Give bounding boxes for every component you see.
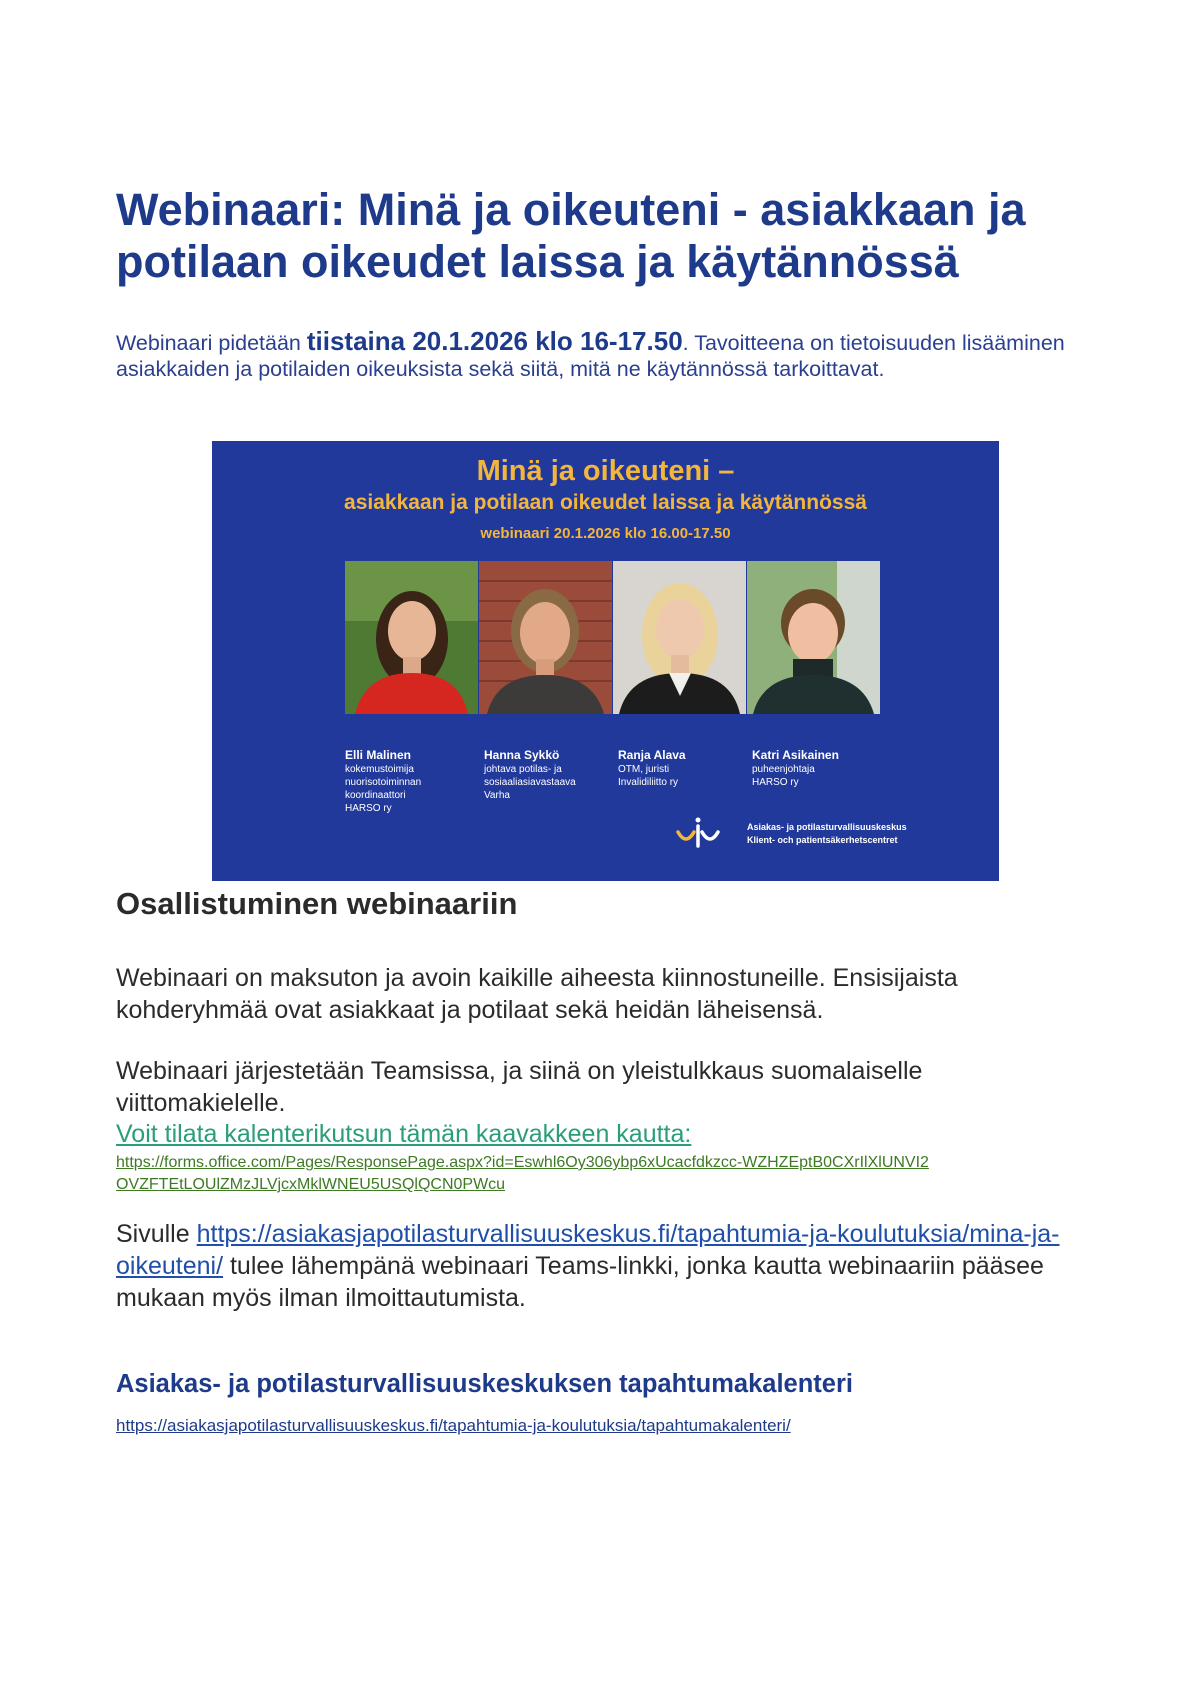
speaker-name: Hanna Sykkö — [484, 748, 560, 762]
webinar-banner-image — [212, 441, 999, 881]
organization-name-sv: Klient- och patientsäkerhetscentret — [747, 835, 898, 845]
participation-paragraph-1: Webinaari on maksuton ja avoin kaikille aiheesta kiinnostuneille. Ensisijaista kohderyhmää ovat asiakkaat ja potilaat sekä heidän läheisensä. — [116, 964, 958, 1024]
speaker-1 — [345, 747, 479, 815]
speaker-photo-4 — [747, 561, 880, 714]
organization-name — [747, 821, 997, 847]
speaker-name: Elli Malinen — [345, 748, 412, 762]
title-line-2: potilaan oikeudet laissa ja käytännössä — [116, 236, 959, 287]
intro-lead: Webinaari pidetään — [116, 331, 307, 355]
intro-rest: . Tavoitteena on tietoisuuden lisääminen asiakkaiden ja potilaiden oikeuksista sekä siitä, mitä ne käytännössä tarkoittavat. — [116, 331, 1065, 381]
speaker-description: OTM, juristi Invalidiliitto ry — [618, 764, 679, 788]
speaker-description: johtava potilas- ja sosiaaliasiavastaava Varha — [484, 764, 576, 801]
para3-prefix: Sivulle — [116, 1220, 197, 1248]
calendar-invite-link[interactable]: Voit tilata kalenterikutsun tämän kaavakkeen kautta: — [116, 1120, 692, 1148]
banner-subtitle: asiakkaan ja potilaan oikeudet laissa ja käytännössä — [344, 491, 867, 514]
intro-date-emphasis: tiistaina 20.1.2026 klo 16-17.50 — [306, 326, 683, 356]
banner-title: Minä ja oikeuteni – — [476, 455, 735, 487]
speaker-photo-3 — [613, 561, 746, 714]
speaker-2 — [484, 747, 618, 802]
organization-logo-icon — [676, 816, 720, 850]
speaker-3 — [618, 747, 752, 789]
participation-heading: Osallistuminen webinaariin — [116, 886, 518, 921]
calendar-heading: Asiakas- ja potilasturvallisuuskeskuksen tapahtumakalenteri — [116, 1370, 853, 1398]
participation-paragraph-3 — [116, 1218, 1096, 1314]
registration-form-url[interactable]: https://forms.office.com/Pages/ResponsePage.aspx?id=Eswhl6Oy306ybp6xUcacfdkzcc-WZHZEptB0CXrIlXlUNVI2OVZFTEtLOUlZMzJLVjcxMklWNEU5USQlQCN0PWcu — [116, 1154, 929, 1193]
banner-date: webinaari 20.1.2026 klo 16.00-17.50 — [480, 525, 731, 542]
page-title — [116, 184, 1116, 288]
speaker-photo-2 — [479, 561, 612, 714]
speaker-description: puheenjohtaja HARSO ry — [752, 764, 815, 788]
speaker-4 — [752, 747, 886, 789]
event-page-link[interactable]: https://asiakasjapotilasturvallisuuskeskus.fi/tapahtumia-ja-koulutuksia/mina-ja-oikeuteni/ — [116, 1220, 1060, 1280]
participation-paragraph-2: Webinaari järjestetään Teamsissa, ja siinä on yleistulkkaus suomalaiselle viittomakielelle. — [116, 1057, 923, 1117]
speaker-name: Katri Asikainen — [752, 748, 839, 762]
intro-paragraph — [116, 328, 1076, 382]
speaker-description: kokemustoimija nuorisotoiminnan koordinaattori HARSO ry — [345, 764, 422, 814]
speaker-photo-1 — [345, 561, 478, 714]
organization-name-fi: Asiakas- ja potilasturvallisuuskeskus — [747, 822, 907, 832]
event-calendar-link[interactable]: https://asiakasjapotilasturvallisuuskeskus.fi/tapahtumia-ja-koulutuksia/tapahtumakalenteri/ — [116, 1416, 791, 1435]
speaker-name: Ranja Alava — [618, 748, 686, 762]
title-line-1: Webinaari: Minä ja oikeuteni - asiakkaan ja — [116, 184, 1026, 235]
para3-suffix: tulee lähempänä webinaari Teams-linkki, jonka kautta webinaariin pääsee mukaan myös ilman ilmoittautumista. — [116, 1252, 1044, 1312]
